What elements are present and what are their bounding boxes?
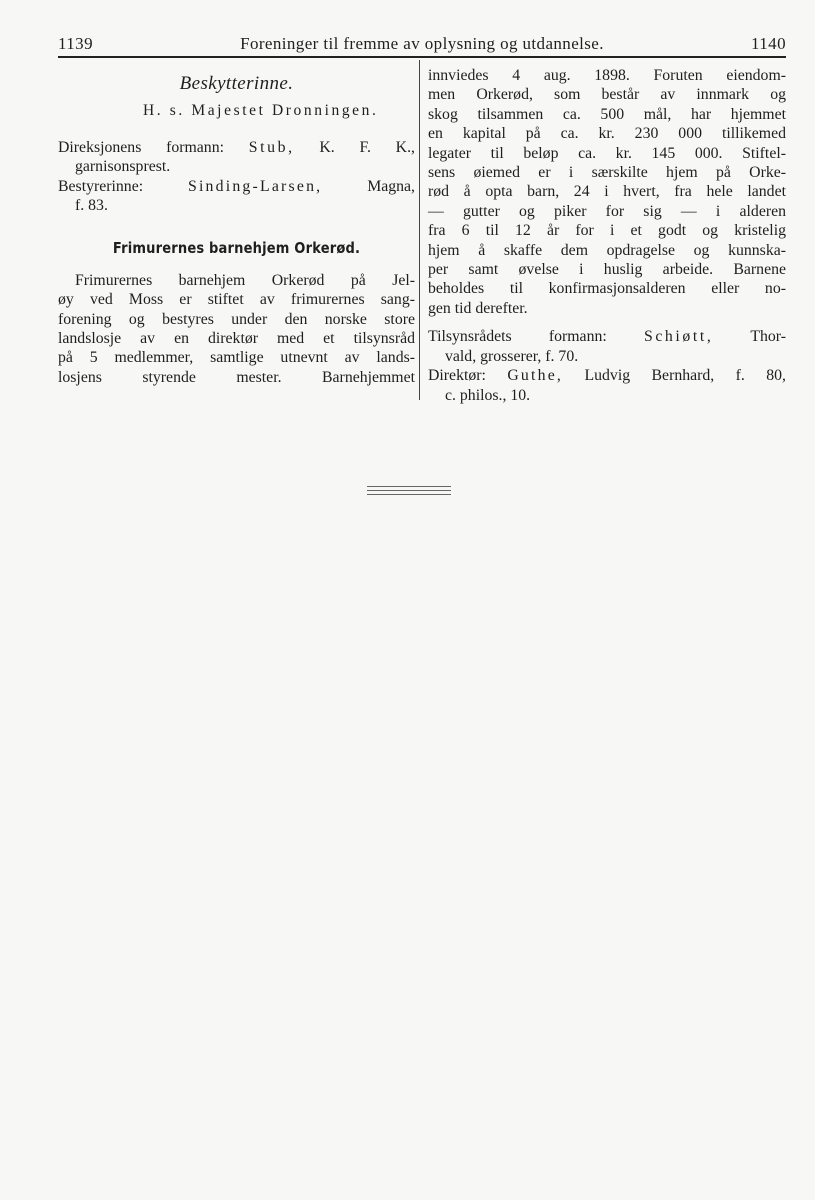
board-chair-line (58, 138, 415, 157)
running-title: Foreninger til fremme av oplysning og utdannelse. (240, 34, 604, 53)
body-line: innviedes 4 aug. 1898. Foruten eiendom- (428, 67, 786, 84)
body-line: en kapital på ca. kr. 230 000 tillikemed (428, 125, 786, 143)
running-header (58, 30, 786, 60)
body-line: men Orkerød, som består av innmark og (428, 86, 786, 104)
body-line: forening og bestyres under den norske store (58, 310, 415, 328)
body-line: skog tilsammen ca. 500 mål, har hjemmet (428, 105, 786, 123)
body-line: hjem å skaffe dem opdragelse og kunnska- (428, 241, 786, 259)
board-chair-label: Direksjonens formann: (58, 138, 224, 156)
body-line: losjens styrende mester. Barnehjemmet (58, 368, 415, 386)
body-line: fra 6 til 12 år for i et godt og kristelig (428, 222, 786, 240)
director-cont: c. philos., 10. (445, 386, 531, 404)
manager-name: Sinding-Larsen, (187, 177, 323, 195)
supervisory-chair-label: Tilsynsrådets formann: (428, 328, 607, 346)
page-number-left: 1139 (58, 34, 93, 53)
board-chair-cont: garnisonsprest. (75, 158, 171, 176)
manager-line (58, 177, 415, 196)
director-first: Ludvig Bernhard, f. 80, (584, 367, 786, 385)
protector-heading: Beskytterinne. (179, 73, 294, 94)
body-line: sens øiemed er i særskilte hjem på Orke- (428, 164, 786, 182)
section-title: Frimurernes barnehjem Orkerød. (112, 239, 361, 258)
body-line: gen tid derefter. (428, 299, 528, 317)
supervisory-chair-line (428, 327, 786, 346)
director-line (428, 366, 786, 385)
protector-line: H. s. Majestet Dronningen. (143, 102, 379, 120)
director-name: Guthe, (507, 367, 564, 385)
body-line: øy ved Moss er stiftet av frimurernes sang- (58, 291, 415, 309)
body-line: per samt øvelse i huslig arbeide. Barnene (428, 261, 786, 279)
left-body (58, 271, 415, 387)
page-number-right: 1140 (751, 34, 786, 53)
body-line: beholdes til konfirmasjonsalderen eller no- (428, 280, 786, 298)
manager-first-name: Magna, (367, 177, 416, 195)
right-body (428, 66, 786, 318)
end-rule (367, 486, 451, 498)
supervisory-chair-name: Schiøtt, (643, 328, 714, 346)
right-column (428, 66, 786, 405)
body-line: på 5 medlemmer, samtlige utnevnt av lands- (58, 349, 415, 367)
manager-label: Bestyrerinne: (58, 177, 144, 195)
supervisory-chair-cont: vald, grosserer, f. 70. (445, 347, 579, 365)
body-line: landslosje av en direktør med et tilsynsråd (58, 330, 415, 348)
director-label: Direktør: (428, 367, 486, 385)
header-rule (58, 56, 786, 58)
body-line: — gutter og piker for sig — i alderen (428, 202, 786, 220)
board-chair-name: Stub, (248, 138, 295, 156)
body-line: Frimurernes barnehjem Orkerød på Jel- (75, 271, 415, 289)
board-chair-title: K. F. K., (319, 138, 415, 156)
column-divider (419, 60, 420, 400)
body-line: legater til beløp ca. kr. 145 000. Stiftel- (428, 144, 786, 162)
left-column (58, 66, 415, 387)
body-line: rød å opta barn, 24 i hvert, fra hele landet (428, 183, 786, 201)
supervisory-chair-first: Thor- (750, 328, 786, 346)
manager-cont: f. 83. (75, 197, 108, 215)
